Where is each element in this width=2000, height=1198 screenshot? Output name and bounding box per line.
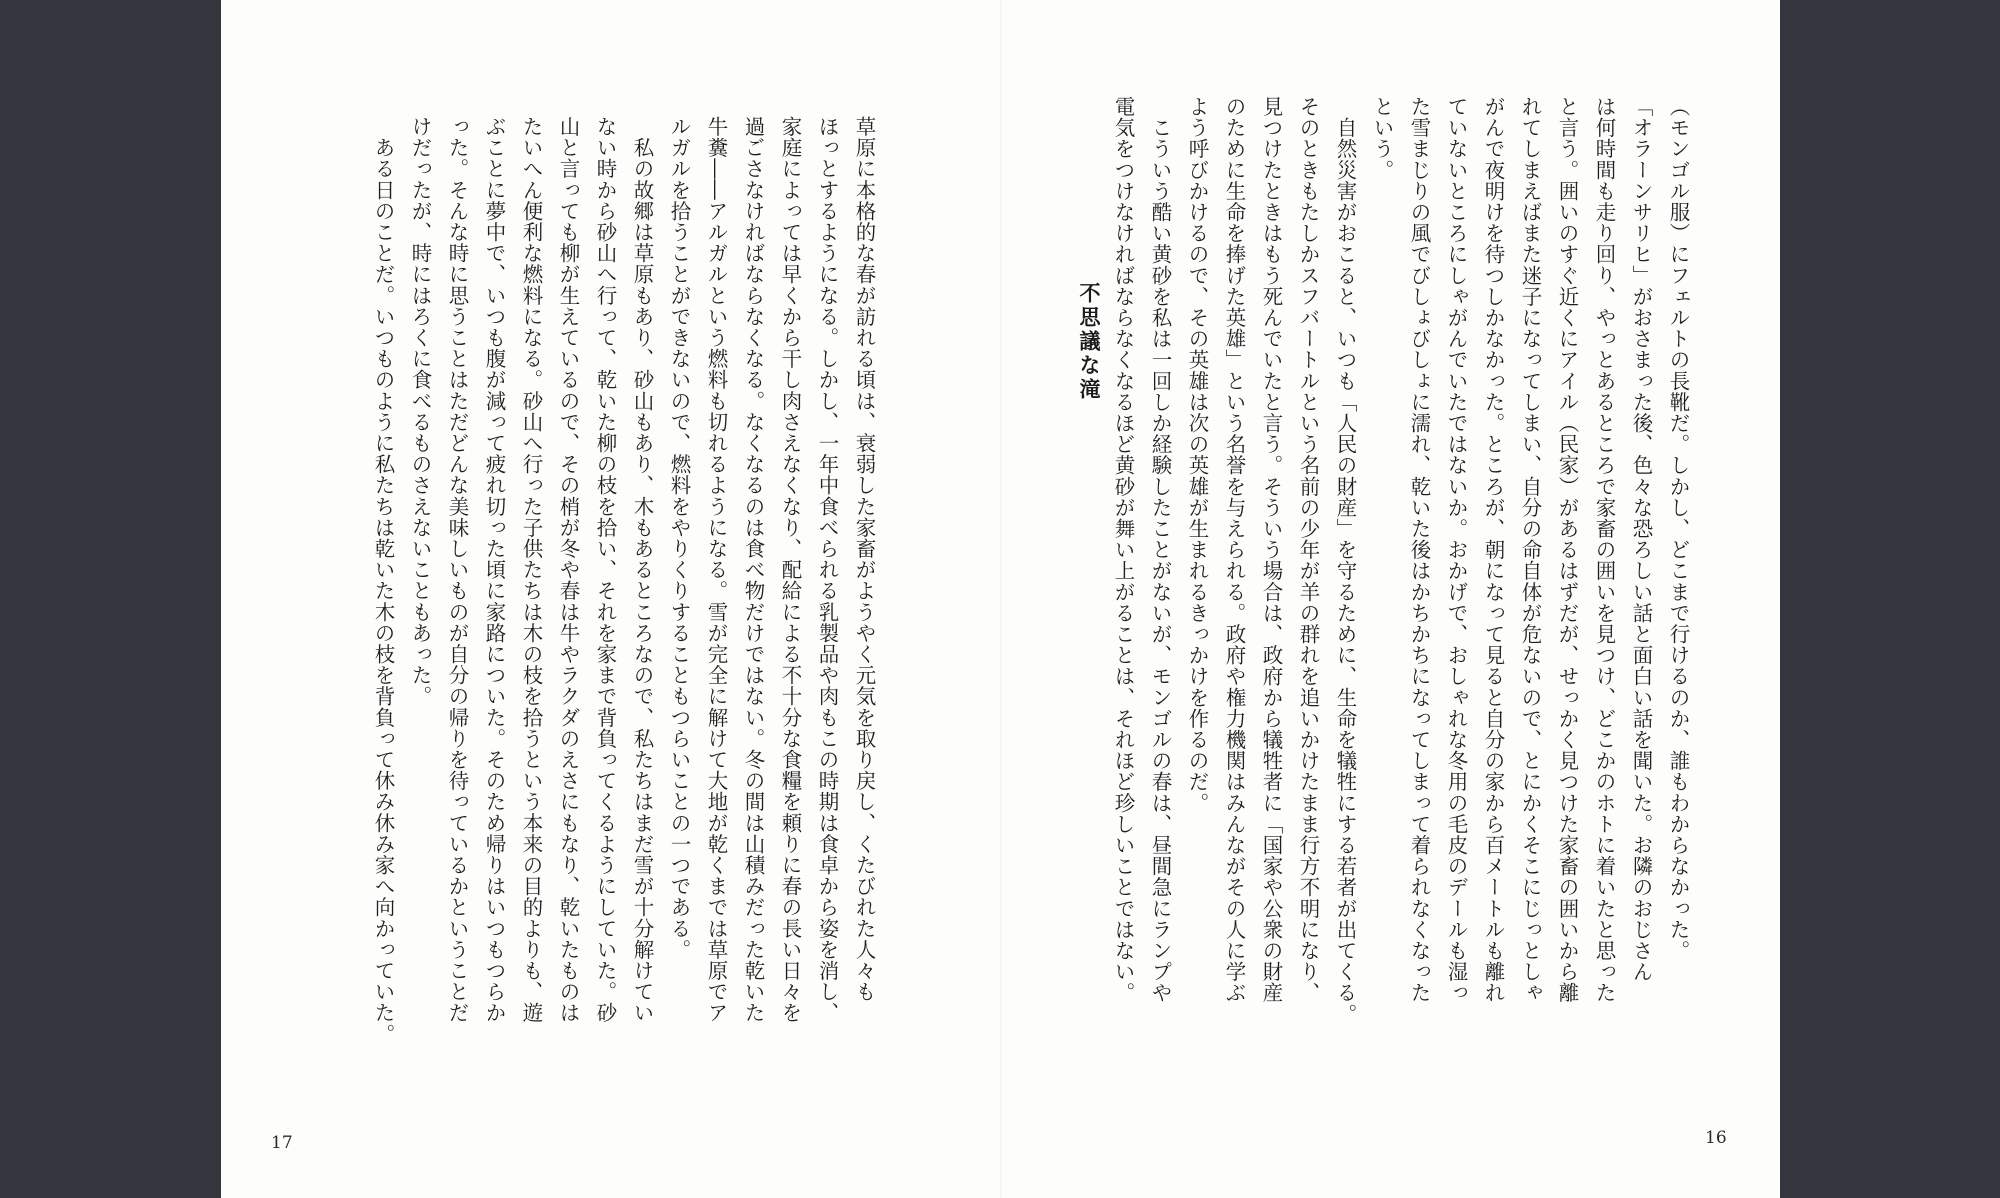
text-line: た雪まじりの風でびしょびしょに濡れ、乾いた後はかちかちになってしまって着られなくなった	[1407, 96, 1431, 1004]
text-line: 私の故郷は草原もあり、砂山もあり、木もあるところなので、私たちはまだ雪が十分解けてい	[630, 116, 654, 1024]
text-line: ていないところにしゃがんでいたではないか。おかげで、おしゃれな冬用の毛皮のデールも湿っ	[1444, 96, 1468, 1004]
text-line: 草原に本格的な春が訪れる頃は、衰弱した家畜がようやく元気を取り戻し、くたびれた人々も	[852, 116, 876, 1003]
text-line: ある日のことだ。いつものように私たちは乾いた木の枝を背負って休み休み家へ向かっていた。	[371, 116, 395, 1045]
left-page-body	[364, 116, 882, 1046]
text-line: という。	[1370, 96, 1394, 181]
text-line: のために生命を捧げた英雄」という名誉を与えられる。政府や権力機関はみんながその人に学ぶ	[1222, 96, 1246, 1004]
page-gutter	[1000, 0, 1002, 1198]
text-line: けだったが、時にはろくに食べるものさえないこともあった。	[408, 116, 432, 707]
text-line: れてしまえばまた迷子になってしまい、自分の命自体が危ないので、とにかくそこにじっとしゃ	[1518, 96, 1542, 1004]
text-line: こういう酷い黄砂を私は一回しか経験したことがないが、モンゴルの春は、昼間急にランプや	[1148, 96, 1172, 1004]
text-line: った。そんな時に思うことはただどんな美味しいものが自分の帰りを待っているかということだ	[445, 116, 469, 1024]
text-line: たいへん便利な燃料になる。砂山へ行った子供たちは木の枝を拾うという本来の目的よりも、遊	[519, 116, 543, 1024]
text-line: 「オラーンサリヒ」がおさまった後、色々な恐ろしい話と面白い話を聞いた。お隣のおじさん	[1629, 96, 1653, 983]
left-page-number: 17	[271, 1133, 293, 1153]
text-line: と言う。囲いのすぐ近くにアイル（民家）があるはずだが、せっかく見つけた家畜の囲いから離	[1555, 96, 1579, 1004]
text-line: ルガルを拾うことができないので、燃料をやりくりすることもつらいことの一つである。	[667, 116, 691, 960]
text-line: がんで夜明けを待つしかなかった。ところが、朝になって見ると自分の家から百メートルも離れ	[1481, 96, 1505, 1004]
right-page-body	[1104, 96, 1696, 1056]
text-line: 電気をつけなければならなくなるほど黄砂が舞い上がることは、それほど珍しいことではない。	[1111, 96, 1135, 1004]
text-line: 牛糞――アルガルという燃料も切れるようになる。雪が完全に解けて大地が乾くまでは草原でア	[704, 116, 728, 1024]
text-line: そのときもたしかスフバートルという名前の少年が羊の群れを追いかけたまま行方不明になり、	[1296, 96, 1320, 1004]
text-line: 過ごさなければならなくなる。なくなるのは食べ物だけではない。冬の間は山積みだった乾いた	[741, 116, 765, 1024]
text-line: 自然災害がおこると、いつも「人民の財産」を守るために、生命を犠牲にする若者が出てくる。	[1333, 96, 1357, 1025]
text-line: 見つけたときはもう死んでいたと言う。そういう場合は、政府から犠牲者に「国家や公衆の財産	[1259, 96, 1283, 1004]
text-line: ぶことに夢中で、いつも腹が減って疲れ切った頃に家路についた。そのため帰りはいつもつらか	[482, 116, 506, 1024]
chapter-title: 不思議な滝	[1077, 282, 1101, 402]
text-line: は何時間も走り回り、やっとあるところで家畜の囲いを見つけ、どこかのホトに着いたと思った	[1592, 96, 1616, 1004]
text-line: 家庭によっては早くから干し肉さえなくなり、配給による不十分な食糧を頼りに春の長い日々を	[778, 116, 802, 1024]
book-spread	[221, 0, 1780, 1198]
text-line: ない時から砂山へ行って、乾いた柳の枝を拾い、それを家まで背負ってくるようにしていた。砂	[593, 116, 617, 1024]
right-page-number: 16	[1705, 1128, 1727, 1148]
text-line: 山と言っても柳が生えているので、その梢が冬や春は牛やラクダのえさにもなり、乾いたものは	[556, 116, 580, 1024]
text-line: よう呼びかけるので、その英雄は次の英雄が生まれるきっかけを作るのだ。	[1185, 96, 1209, 814]
text-line: （モンゴル服）にフェルトの長靴だ。しかし、どこまで行けるのか、誰もわからなかった。	[1666, 96, 1690, 962]
text-line: ほっとするようになる。しかし、一年中食べられる乳製品や肉もこの時期は食卓から姿を消し、	[815, 116, 839, 1024]
